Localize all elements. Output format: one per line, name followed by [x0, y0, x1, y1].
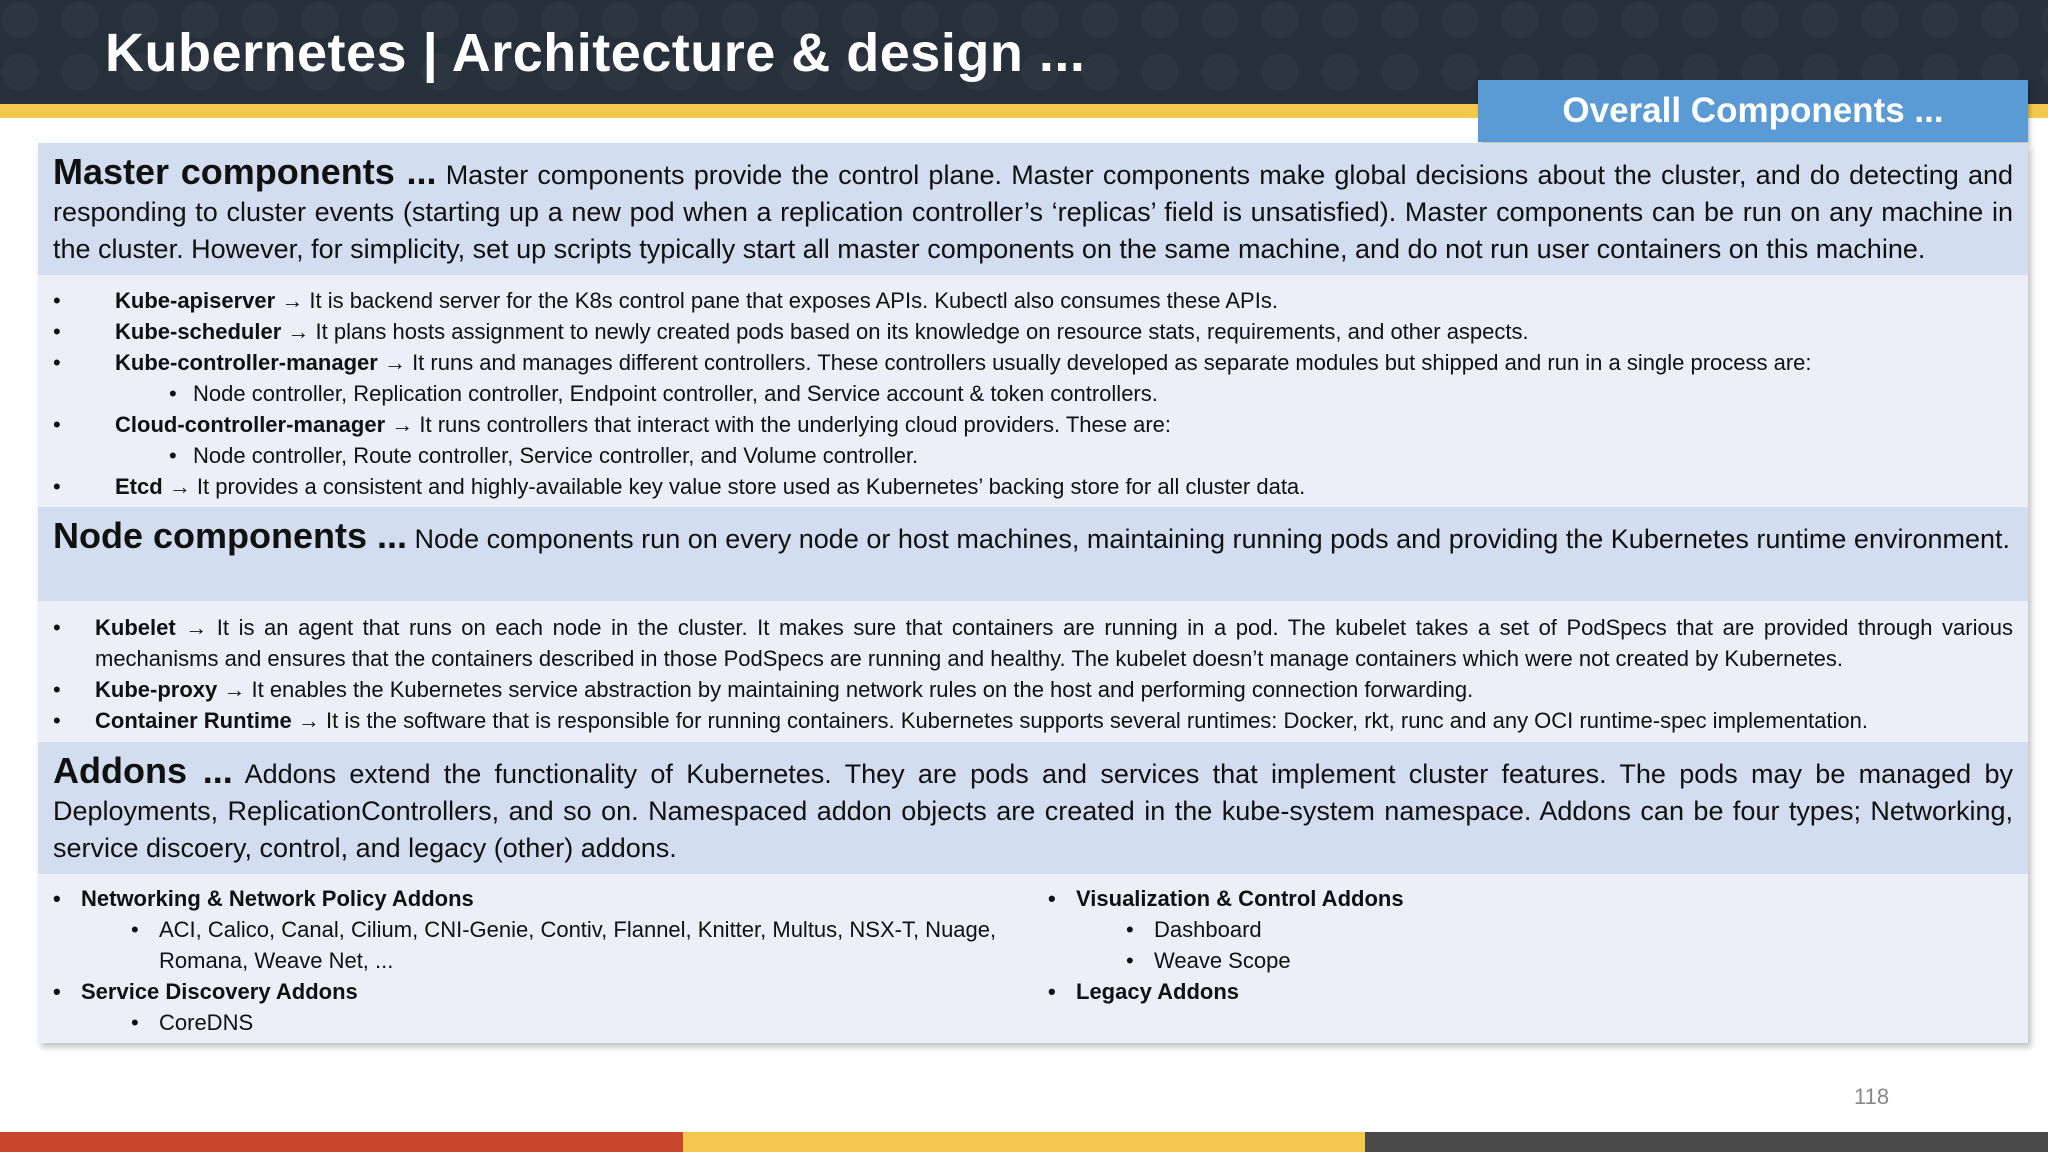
item-desc: → It provides a consistent and highly-available key value store used as Kubernetes’ backing store for all cluster data. — [168, 474, 1306, 499]
content-panel — [38, 143, 2028, 1043]
list-item — [53, 285, 2013, 316]
item-desc: → It plans hosts assignment to newly created pods based on its knowledge on resource stats, requirements, and other aspects. — [287, 319, 1529, 344]
item-desc: → It runs controllers that interact with the underlying cloud providers. These are: — [391, 412, 1172, 437]
sub-list-item: • ACI, Calico, Canal, Cilium, CNI-Genie, Contiv, Flannel, Knitter, Multus, NSX-T, Nuage, Romana, Weave Net, ... — [53, 914, 1038, 976]
addons-right-column — [1048, 883, 1998, 1007]
addons-section-header — [38, 742, 2028, 874]
sub-list-item: • Dashboard — [1048, 914, 1998, 945]
list-item: • Networking & Network Policy Addons — [53, 883, 1038, 914]
item-term: Etcd — [115, 474, 163, 499]
footer-segment-yellow — [683, 1132, 1366, 1152]
node-list — [53, 612, 2013, 736]
list-item — [53, 705, 2013, 736]
master-intro: Master components provide the control plane. Master components make global decisions about the cluster, and do detecting and responding to cluster events (starting up a new pod when a replication controller’s ‘replicas’ field is unsatisfied). Master components can be run on any machine in the cluster. However, for simplicity, set up scripts typically start all master components on the same machine, and do not run user containers on this machine. — [53, 160, 2013, 264]
item-term: Kubelet — [95, 615, 176, 640]
item-term: Kube-apiserver — [115, 288, 276, 313]
footer-color-bar — [0, 1132, 2048, 1152]
page-number: 118 — [1854, 1084, 1890, 1109]
list-item — [53, 316, 2013, 347]
master-section-header — [38, 143, 2028, 275]
item-desc: → It enables the Kubernetes service abstraction by maintaining network rules on the host and performing connection forwarding. — [223, 677, 1474, 702]
addons-heading: Addons ... — [53, 750, 233, 791]
item-term: Kube-scheduler — [115, 319, 282, 344]
section-badge: Overall Components ... — [1478, 80, 2028, 142]
list-item: • Service Discovery Addons — [53, 976, 1038, 1007]
sub-list-item: • CoreDNS — [53, 1007, 1038, 1038]
node-section-header — [38, 507, 2028, 601]
master-heading: Master components ... — [53, 151, 437, 192]
footer-segment-gray — [1365, 1132, 2048, 1152]
item-term: Cloud-controller-manager — [115, 412, 386, 437]
item-desc: → It runs and manages different controllers. These controllers usually developed as separate modules but shipped and run in a single process are: — [383, 350, 1812, 375]
item-term: Container Runtime — [95, 708, 292, 733]
list-item — [53, 674, 2013, 705]
node-intro: Node components run on every node or host machines, maintaining running pods and providing the Kubernetes runtime environment. — [414, 524, 2011, 554]
sub-list-item: • Weave Scope — [1048, 945, 1998, 976]
list-item — [53, 471, 2013, 502]
item-term: Kube-proxy — [95, 677, 218, 702]
item-desc: → It is an agent that runs on each node in the cluster. It makes sure that containers are running in a pod. The kubelet takes a set of PodSpecs that are provided through various mechanisms and ensures that the containers described in those PodSpecs are running and healthy. The kubelet doesn’t manage containers which were not created by Kubernetes. — [95, 615, 2013, 671]
list-item: • Visualization & Control Addons — [1048, 883, 1998, 914]
list-item — [53, 409, 2013, 440]
footer-segment-red — [0, 1132, 683, 1152]
addons-left-column — [53, 883, 1038, 1038]
sub-list-item: • Node controller, Route controller, Service controller, and Volume controller. — [53, 440, 2013, 471]
item-desc: → It is backend server for the K8s control pane that exposes APIs. Kubectl also consumes these APIs. — [281, 288, 1278, 313]
node-section-body — [38, 612, 2028, 736]
item-desc: → It is the software that is responsible for running containers. Kubernetes supports several runtimes: Docker, rkt, runc and any OCI runtime-spec implementation. — [297, 708, 1868, 733]
master-list — [53, 285, 2013, 502]
master-section-body — [38, 285, 2028, 502]
addons-section-body — [38, 883, 2028, 1033]
list-item — [53, 347, 2013, 378]
slide-title: Kubernetes | Architecture & design ... — [105, 23, 1086, 83]
node-heading: Node components ... — [53, 515, 408, 556]
addons-intro: Addons extend the functionality of Kubernetes. They are pods and services that implement cluster features. The pods may be managed by Deployments, ReplicationControllers, and so on. Namespaced addon objects are created in the kube-system namespace. Addons can be four types; Networking, service discoery, control, and legacy (other) addons. — [53, 759, 2013, 863]
list-item — [53, 612, 2013, 674]
sub-list-item: • Node controller, Replication controller, Endpoint controller, and Service account & token controllers. — [53, 378, 2013, 409]
list-item: • Legacy Addons — [1048, 976, 1998, 1007]
item-term: Kube-controller-manager — [115, 350, 378, 375]
